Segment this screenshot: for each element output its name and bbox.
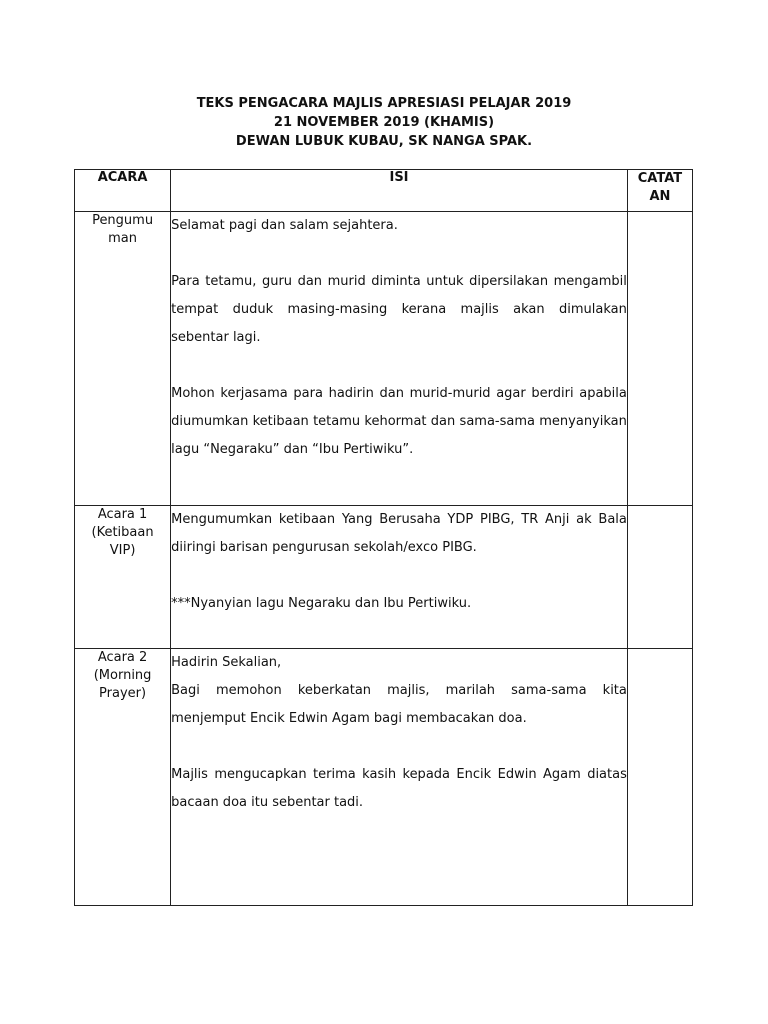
acara-label: (Morning — [93, 668, 152, 683]
acara-label: Acara 2 — [97, 650, 148, 665]
isi-cell — [171, 649, 628, 906]
isi-paragraph: Mohon kerjasama para hadirin dan murid-murid agar berdiri apabila diumumkan ketibaan tetamu kehormat dan sama-sama menyanyikan lagu “Negaraku” dan “Ibu Pertiwiku”. — [171, 386, 627, 457]
header-acara: ACARA — [75, 170, 171, 212]
table-row — [75, 506, 693, 649]
acara-label: man — [108, 231, 137, 246]
venue-line: DEWAN LUBUK KUBAU, SK NANGA SPAK. — [235, 134, 533, 149]
isi-paragraph: Selamat pagi dan salam sejahtera. — [171, 218, 398, 233]
isi-paragraph: Bagi memohon keberkatan majlis, marilah sama-sama kita menjemput Encik Edwin Agam bagi membacakan doa. — [171, 683, 627, 726]
isi-paragraph: ***Nyanyian lagu Negaraku dan Ibu Pertiwiku. — [171, 596, 472, 611]
isi-paragraph: Majlis mengucapkan terima kasih kepada Encik Edwin Agam diatas bacaan doa itu sebentar tadi. — [171, 767, 627, 810]
title-line: TEKS PENGACARA MAJLIS APRESIASI PELAJAR 2019 — [196, 96, 572, 111]
date-line: 21 NOVEMBER 2019 (KHAMIS) — [273, 115, 495, 130]
isi-cell — [171, 212, 628, 506]
header-catatan — [627, 170, 692, 212]
catatan-cell — [627, 506, 692, 649]
acara-label: VIP) — [109, 543, 136, 558]
table-row — [75, 649, 693, 906]
acara-label: Prayer) — [99, 686, 147, 701]
header-isi: ISI — [171, 170, 628, 212]
acara-label: Acara 1 — [97, 507, 148, 522]
header-catatan-line: CATAT — [637, 171, 683, 186]
acara-cell — [75, 506, 171, 649]
acara-label: Pengumu — [92, 213, 154, 228]
catatan-cell — [627, 649, 692, 906]
document-heading — [0, 94, 768, 151]
isi-paragraph: Hadirin Sekalian, — [171, 655, 282, 670]
acara-label: (Ketibaan — [91, 525, 154, 540]
program-table — [74, 169, 693, 906]
acara-cell — [75, 212, 171, 506]
table-header-row — [75, 170, 693, 212]
acara-cell — [75, 649, 171, 906]
catatan-cell — [627, 212, 692, 506]
header-catatan-line: AN — [649, 189, 671, 204]
isi-cell — [171, 506, 628, 649]
table-row — [75, 212, 693, 506]
isi-paragraph: Mengumumkan ketibaan Yang Berusaha YDP PIBG, TR Anji ak Bala diiringi barisan pengurusan sekolah/exco PIBG. — [171, 512, 627, 555]
isi-paragraph: Para tetamu, guru dan murid diminta untuk dipersilakan mengambil tempat duduk masing-masing kerana majlis akan dimulakan sebentar lagi. — [171, 274, 627, 345]
